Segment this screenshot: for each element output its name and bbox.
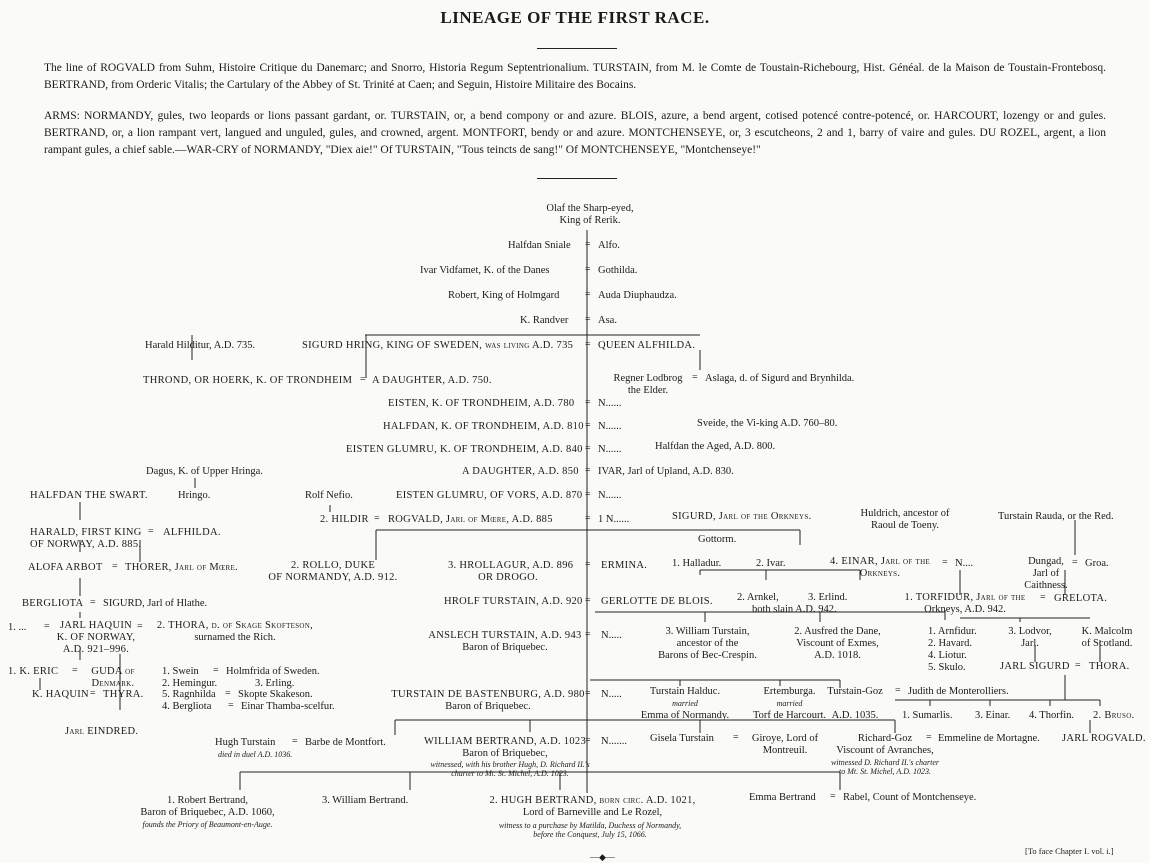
k-eric: 1. K. ERIC — [8, 666, 59, 677]
einar-3: 3. Einar. — [975, 710, 1011, 721]
wb-note: witnessed, with his brother Hugh, D. Richard II.'s charter to Mt. St. Michel, A.D. 1023. — [430, 760, 590, 778]
richard-goz: Richard-Goz Viscount of Avranches, — [836, 733, 934, 756]
turstain-bastenburg: TURSTAIN DE BASTENBURG, A.D. 980 Baron of Briquebec. — [391, 689, 585, 712]
jarl-rogvald: JARL ROGVALD. — [1062, 733, 1146, 744]
barbe: Barbe de Montfort. — [305, 737, 386, 748]
alfo: Alfo. — [598, 240, 620, 251]
asa: Asa. — [598, 315, 617, 326]
n-dots-8: N..... — [601, 689, 622, 700]
malcolm: K. Malcolm of Scotland. — [1081, 626, 1133, 649]
swein: 1. Swein — [162, 666, 199, 677]
sources-paragraph: The line of ROGVALD from Suhm, Histoire Critique du Danemarc; and Snorro, Historia Regum Septentrionalium. TURSTAIN, from M. le Comte de Toustain-Richebourg, Hist. Généal. de la Maison de Toustain-Frontebosq. BERTRAND, from Orderic Vitalis; the Cartulary of the Abbey of St. Trinité at Caen; and Seguin, Histoire Militaire des Bocains. — [44, 62, 1106, 91]
arnkel: 2. Arnkel, — [737, 592, 779, 603]
sveide: Sveide, the Vi-king A.D. 760–80. — [697, 418, 838, 429]
turstain-goz: Turstain-Goz A.D. 1035. — [827, 686, 883, 721]
harald-first-king: HARALD, FIRST KING OF NORWAY, A.D. 885. — [30, 527, 142, 550]
rg-note: witnessed D. Richard II.'s charter to Mt. St. Michel, A.D. 1023. — [830, 758, 940, 776]
holmfrida: Holmfrida of Sweden. — [226, 666, 320, 677]
bergliota-4: 4. Bergliota — [162, 701, 212, 712]
ivar-vidfamet: Ivar Vidfamet, K. of the Danes — [420, 265, 550, 276]
ivar-upland: IVAR, Jarl of Upland, A.D. 830. — [598, 466, 734, 477]
einar-orkneys: 4. EINAR, Jarl of the Orkneys. — [829, 556, 931, 579]
rabel: Rabel, Count of Montchenseye. — [843, 792, 977, 803]
groa: Groa. — [1085, 558, 1109, 569]
rolf-nefio: Rolf Nefio. — [305, 490, 353, 501]
sigurd-hring: SIGURD HRING, KING OF SWEDEN, was living A.D. 735 — [302, 340, 574, 351]
thyra: THYRA. — [103, 689, 144, 700]
rogvald-885: ROGVALD, Jarl of Mœre, A.D. 885 — [388, 514, 553, 525]
olaf-node: Olaf the Sharp-eyed, King of Rerik. — [546, 203, 634, 226]
hugh-turstain: Hugh Turstain — [215, 737, 276, 748]
anslech-turstain: ANSLECH TURSTAIN, A.D. 943 Baron of Briquebec. — [428, 630, 582, 653]
jarl-haquin: JARL HAQUIN K. OF NORWAY, A.D. 921–996. — [56, 620, 136, 655]
regner-lodbrog: Regner Lodbrog the Elder. — [613, 373, 683, 396]
dagus: Dagus, K. of Upper Hringa. — [146, 466, 263, 477]
turstain-rauda: Turstain Rauda, or the Red. — [998, 511, 1114, 522]
hildir: 2. HILDIR — [320, 514, 369, 525]
lineage-page: LINEAGE OF THE FIRST RACE. The line of ROGVALD from Suhm, Histoire Critique du Danemarc; and Snorro, Historia Regum Septentrionalium. TURSTAIN, from M. le Comte de Toustain-Richebourg, Hist. Généal. de la Maison de Toustain-Frontebosq. BERTRAND, from Orderic Vitalis; the Cartulary of the Abbey of St. Trinité at Caen; and Seguin, Histoire Militaire des Bocains. ARMS: NORMANDY, gules, two leopards or lions passant gardant, or. TURSTAIN, or, a bend compony or and azure. BLOIS, azure, a bend argent, cotised potencé contre-potencé, or. HARCOURT, lozengy or and gules. BERTRAND, or, a lion rampant vert, langued and unguled, gules, and crowned, argent. MONTFORT, bendy or and azure. MONTCHENSEYE, or, 3 escutcheons, 2 and 1, barry of vaire and gules. DU ROZEL, argent, a lion rampant gules, a chief sable.—WAR-CRY of NORMANDY, "Diex aie!" Of TURSTAIN, "Tous teincts de sang!" Of MONTCHENSEYE, "Montchenseye!" Olaf the Sharp-eyed, King of Rerik. Halfdan Sniale = Alfo. Ivar Vidfamet, K. of the Danes = Gothilda. Robert, King of Holmgard = Auda Diuphaudza. K. Randver = Asa. Harald Hilditur, A.D. 735. SIGURD HRING, KING OF SWEDEN, was living A.D. 735 = QUEEN ALFHILDA. THROND, OR HOERK, K. OF TRONDHEIM = A DAUGHTER, A.D. 750. Regner Lodbrog the Elder. = Aslaga, d. of Sigurd and Brynhilda. EISTEN, K. OF TRONDHEIM, A.D. 780 = N...... HALFDAN, K. OF TRONDHEIM, A.D. 810 = N...... Sveide, the Vi-king A.D. 760–80. EISTEN GLUMRU, K. OF TRONDHEIM, A.D. 840 = N...... Halfdan the Aged, A.D. 800. Dagus, K. of Upper Hringa. A DAUGHTER, A.D. 850 = IVAR, Jarl of Upland, A.D. 830. HALFDAN THE SWART. Hringo. Rolf Nefio. EISTEN GLUMRU, OF VORS, A.D. 870 = N...... HARALD, FIRST KING OF NORWAY, A.D. 885. = ALFHILDA. 2. HILDIR = ROGVALD, Jarl of Mœre, A.D. 885 = 1 N...... SIGURD, Jarl of the Orkneys. Gottorm. Huldrich, ancestor of Raoul de Toeny. Turstain Rauda, or the Red. ALOFA ARBOT = THORER, Jarl of Mœre. 2. ROLLO, DUKE OF NORMANDY, A.D. 912. 3. HROLLAGUR, A.D. 896 OR DROGO. = ERMINA. 1. Halladur. 2. Ivar. 4. EINAR, Jarl of the Orkneys. = N.... Dungad, Jarl of Caithness. = Groa. BERGLIOTA = SIGURD, Jarl of Hlathe. HROLF TURSTAIN, A.D. 920 = GERLOTTE DE BLOIS. 2. Arnkel, 3. Erlind. both slain A.D. 942. 1. TORFIDUR, Jarl of the Orkneys, A.D. 942. = GRELOTA. 1. ... = JARL HAQUIN K. OF NORWAY, A.D. 921–996. = 2. THORA, d. of Skage Skofteson, surnamed the Rich. ANSLECH TURSTAIN, A.D. 943 Baron of Briquebec. = N..... 3. William Turstain, ancestor of the Barons of Bec-Crespin. 2. Ausfred the Dane, Viscount of Exmes, A.D. 1018. 1. Arnfidur. 2. Havard. 4. Liotur. 5. Skulo. 3. Lodvor, Jarl. K. Malcolm of Scotland. JARL SIGURD = THORA. 1. K. ERIC = GUDA of Denmark. 1. Swein = Holmfrida of Sweden. 2. Hemingur. 3. Erling. K. HAQUIN = THYRA. 5. Ragnhilda = Skopte Skakeson. 4. Bergliota = Einar Thamba-scelfur. Jarl EINDRED. TURSTAIN DE BASTENBURG, A.D. 980 Baron of Briquebec. = N..... Turstain Halduc. married Emma of Normandy. Ertemburga. married Torf de Harcourt. Turstain-Goz A.D. 1035. = Judith de Monterolliers. 1. Sumarlis. 3. Einar. 4. Thorfin. 2. Bruso. Hugh Turstain = Barbe de Montfort. died in duel A.D. 1036. WILLIAM BERTRAND, A.D. 1023 Baron of Briquebec, = N....... witnessed, with his brother Hugh, D. Richard II.'s charter to Mt. St. Michel, A.D. 1023. Gisela Turstain = Giroye, Lord of Montreuil. Richard-Goz Viscount of Avranches, = Emmeline de Mortagne. witnessed D. Richard II.'s charter to Mt. St. Michel, A.D. 1023. JARL ROGVALD. 1. Robert Bertrand, Baron of Briquebec, A.D. 1060, founds the Priory of Beaumont-en-Auge. 3. William Bertrand. 2. HUGH BERTRAND, born circ. A.D. 1021, Lord of Barneville and Le Rozel, witness to a purchase by Matilda, Duchess of Normandy, before the Conquest, July 15, 1066. Emma Bertrand = Rabel, Count of Montchenseye. [To face Chapter I. vol. i.] —◆— — [0, 0, 1150, 862]
k-haquin: K. HAQUIN — [32, 689, 89, 700]
alofa-arbot: ALOFA ARBOT — [28, 562, 103, 573]
judith: Judith de Monterolliers. — [908, 686, 1009, 697]
eisten-840: EISTEN GLUMRU, K. OF TRONDHEIM, A.D. 840 — [346, 444, 583, 455]
n-dots-1: N...... — [598, 398, 622, 409]
emmeline: Emmeline de Mortagne. — [938, 733, 1040, 744]
turstain-halduc: Turstain Halduc. married Emma of Normandy. — [640, 686, 730, 721]
ragnhilda: 5. Ragnhilda — [162, 689, 216, 700]
halladur: 1. Halladur. — [672, 558, 722, 569]
auda: Auda Diuphaudza. — [598, 290, 677, 301]
halfdan-aged: Halfdan the Aged, A.D. 800. — [655, 441, 776, 452]
n-dots-9: N....... — [601, 736, 627, 747]
halfdan-810: HALFDAN, K. OF TRONDHEIM, A.D. 810 — [383, 421, 584, 432]
hemingur: 2. Hemingur. — [162, 678, 218, 689]
hugh-note: witness to a purchase by Matilda, Duchess of Normandy, before the Conquest, July 15, 1066. — [498, 821, 682, 839]
thorfin: 4. Thorfin. — [1029, 710, 1075, 721]
guda: GUDA of Denmark. — [91, 666, 135, 689]
huldrich: Huldrich, ancestor of Raoul de Toeny. — [860, 508, 950, 531]
n-dots-4: N...... — [598, 490, 622, 501]
page-title: LINEAGE OF THE FIRST RACE. — [440, 8, 710, 27]
n-dots-2: N...... — [598, 421, 622, 432]
hringo: Hringo. — [178, 490, 211, 501]
both-slain: both slain A.D. 942. — [752, 604, 837, 615]
one-dots: 1. ... — [8, 622, 27, 633]
eisten-vors: EISTEN GLUMRU, OF VORS, A.D. 870 — [396, 490, 583, 501]
einar-thamba: Einar Thamba-scelfur. — [241, 701, 335, 712]
torfidur: 1. TORFIDUR, Jarl of the Orkneys, A.D. 942. — [904, 592, 1026, 615]
n-dots-3: N...... — [598, 444, 622, 455]
aslaga: Aslaga, d. of Sigurd and Brynhilda. — [705, 373, 855, 384]
n-dots-5: 1 N...... — [598, 514, 630, 525]
thora-b: THORA. — [1089, 661, 1130, 672]
jarl-sigurd: JARL SIGURD — [1000, 661, 1070, 672]
robert-bertrand: 1. Robert Bertrand, Baron of Briquebec, A.D. 1060, founds the Priory of Beaumont-en-Auge. — [140, 795, 275, 829]
hugh-died: died in duel A.D. 1036. — [218, 750, 293, 759]
gisela: Gisela Turstain — [650, 733, 714, 744]
william-bertrand-3: 3. William Bertrand. — [322, 795, 409, 806]
daughter-850: A DAUGHTER, A.D. 850 — [462, 466, 579, 477]
lodvor: 3. Lodvor, Jarl. — [1008, 626, 1052, 649]
harald-hilditur: Harald Hilditur, A.D. 735. — [145, 340, 256, 351]
thorer: THORER, Jarl of Mœre. — [125, 562, 238, 573]
jarl-eindred: Jarl EINDRED. — [65, 726, 139, 737]
hrollagur: 3. HROLLAGUR, A.D. 896 OR DROGO. — [448, 560, 574, 583]
bruso: 2. Bruso. — [1093, 710, 1135, 721]
face-note: [To face Chapter I. vol. i.] — [1025, 846, 1114, 856]
hugh-bertrand: 2. HUGH BERTRAND, born circ. A.D. 1021, Lord of Barneville and Le Rozel, — [489, 795, 696, 818]
halfdan-swart: HALFDAN THE SWART. — [30, 490, 148, 501]
bottom-ornament: —◆— — [590, 852, 615, 862]
alfhilda: ALFHILDA. — [163, 527, 221, 538]
n-dots-6: N.... — [955, 558, 974, 569]
eisten-780: EISTEN, K. OF TRONDHEIM, A.D. 780 — [388, 398, 575, 409]
ausfred-dane: 2. Ausfred the Dane, Viscount of Exmes, A.D. 1018. — [794, 626, 881, 661]
sigurd-hlathe: SIGURD, Jarl of Hlathe. — [103, 598, 208, 609]
dungad: Dungad, Jarl of Caithness. — [1024, 556, 1068, 591]
erlind: 3. Erlind. — [808, 592, 848, 603]
rollo: 2. ROLLO, DUKE OF NORMANDY, A.D. 912. — [268, 560, 398, 583]
randver: K. Randver — [520, 315, 569, 326]
grelota: GRELOTA. — [1054, 593, 1108, 604]
gerlotte: GERLOTTE DE BLOIS. — [601, 596, 713, 607]
hrolf-turstain: HROLF TURSTAIN, A.D. 920 — [444, 596, 583, 607]
skopte: Skopte Skakeson. — [238, 689, 313, 700]
william-turstain: 3. William Turstain, ancestor of the Barons of Bec-Crespin. — [658, 626, 757, 661]
gothilda: Gothilda. — [598, 265, 638, 276]
arnfidur-list: 1. Arnfidur. 2. Havard. 4. Liotur. 5. Skulo. — [928, 626, 977, 673]
thora-skage: 2. THORA, d. of Skage Skofteson, surnamed the Rich. — [156, 620, 314, 643]
n-dots-7: N..... — [601, 630, 622, 641]
throud: THROND, OR HOERK, K. OF TRONDHEIM — [143, 375, 353, 386]
bergliota: BERGLIOTA — [22, 598, 84, 609]
sumarlis: 1. Sumarlis. — [902, 710, 953, 721]
william-bertrand: WILLIAM BERTRAND, A.D. 1023 Baron of Briquebec, — [423, 736, 587, 759]
queen-alfhilda: QUEEN ALFHILDA. — [598, 340, 696, 351]
sigurd-orkneys: SIGURD, Jarl of the Orkneys. — [672, 511, 812, 522]
erling: 3. Erling. — [255, 678, 295, 689]
halfdan-sniale: Halfdan Sniale — [508, 240, 571, 251]
ivar-2: 2. Ivar. — [756, 558, 786, 569]
arms-paragraph: ARMS: NORMANDY, gules, two leopards or lions passant gardant, or. TURSTAIN, or, a bend compony or and azure. BLOIS, azure, a bend argent, cotised potencé contre-potencé, or. HARCOURT, lozengy or and gules. BERTRAND, or, a lion rampant vert, langued and unguled, gules, and crowned, argent. MONTFORT, bendy or and azure. MONTCHENSEYE, or, 3 escutcheons, 2 and 1, barry of vaire and gules. DU ROZEL, argent, a lion rampant gules, a chief sable.—WAR-CRY of NORMANDY, "Diex aie!" Of TURSTAIN, "Tous teincts de sang!" Of MONTCHENSEYE, "Montchenseye!" — [44, 110, 1106, 156]
daughter-750: A DAUGHTER, A.D. 750. — [372, 375, 492, 386]
emma-bertrand: Emma Bertrand — [749, 792, 816, 803]
giroye: Giroye, Lord of Montreuil. — [751, 733, 819, 756]
gottorm: Gottorm. — [698, 534, 737, 545]
ermina: ERMINA. — [601, 560, 648, 571]
robert-holmgard: Robert, King of Holmgard — [448, 290, 560, 301]
ertemburga: Ertemburga. married Torf de Harcourt. — [752, 686, 827, 721]
